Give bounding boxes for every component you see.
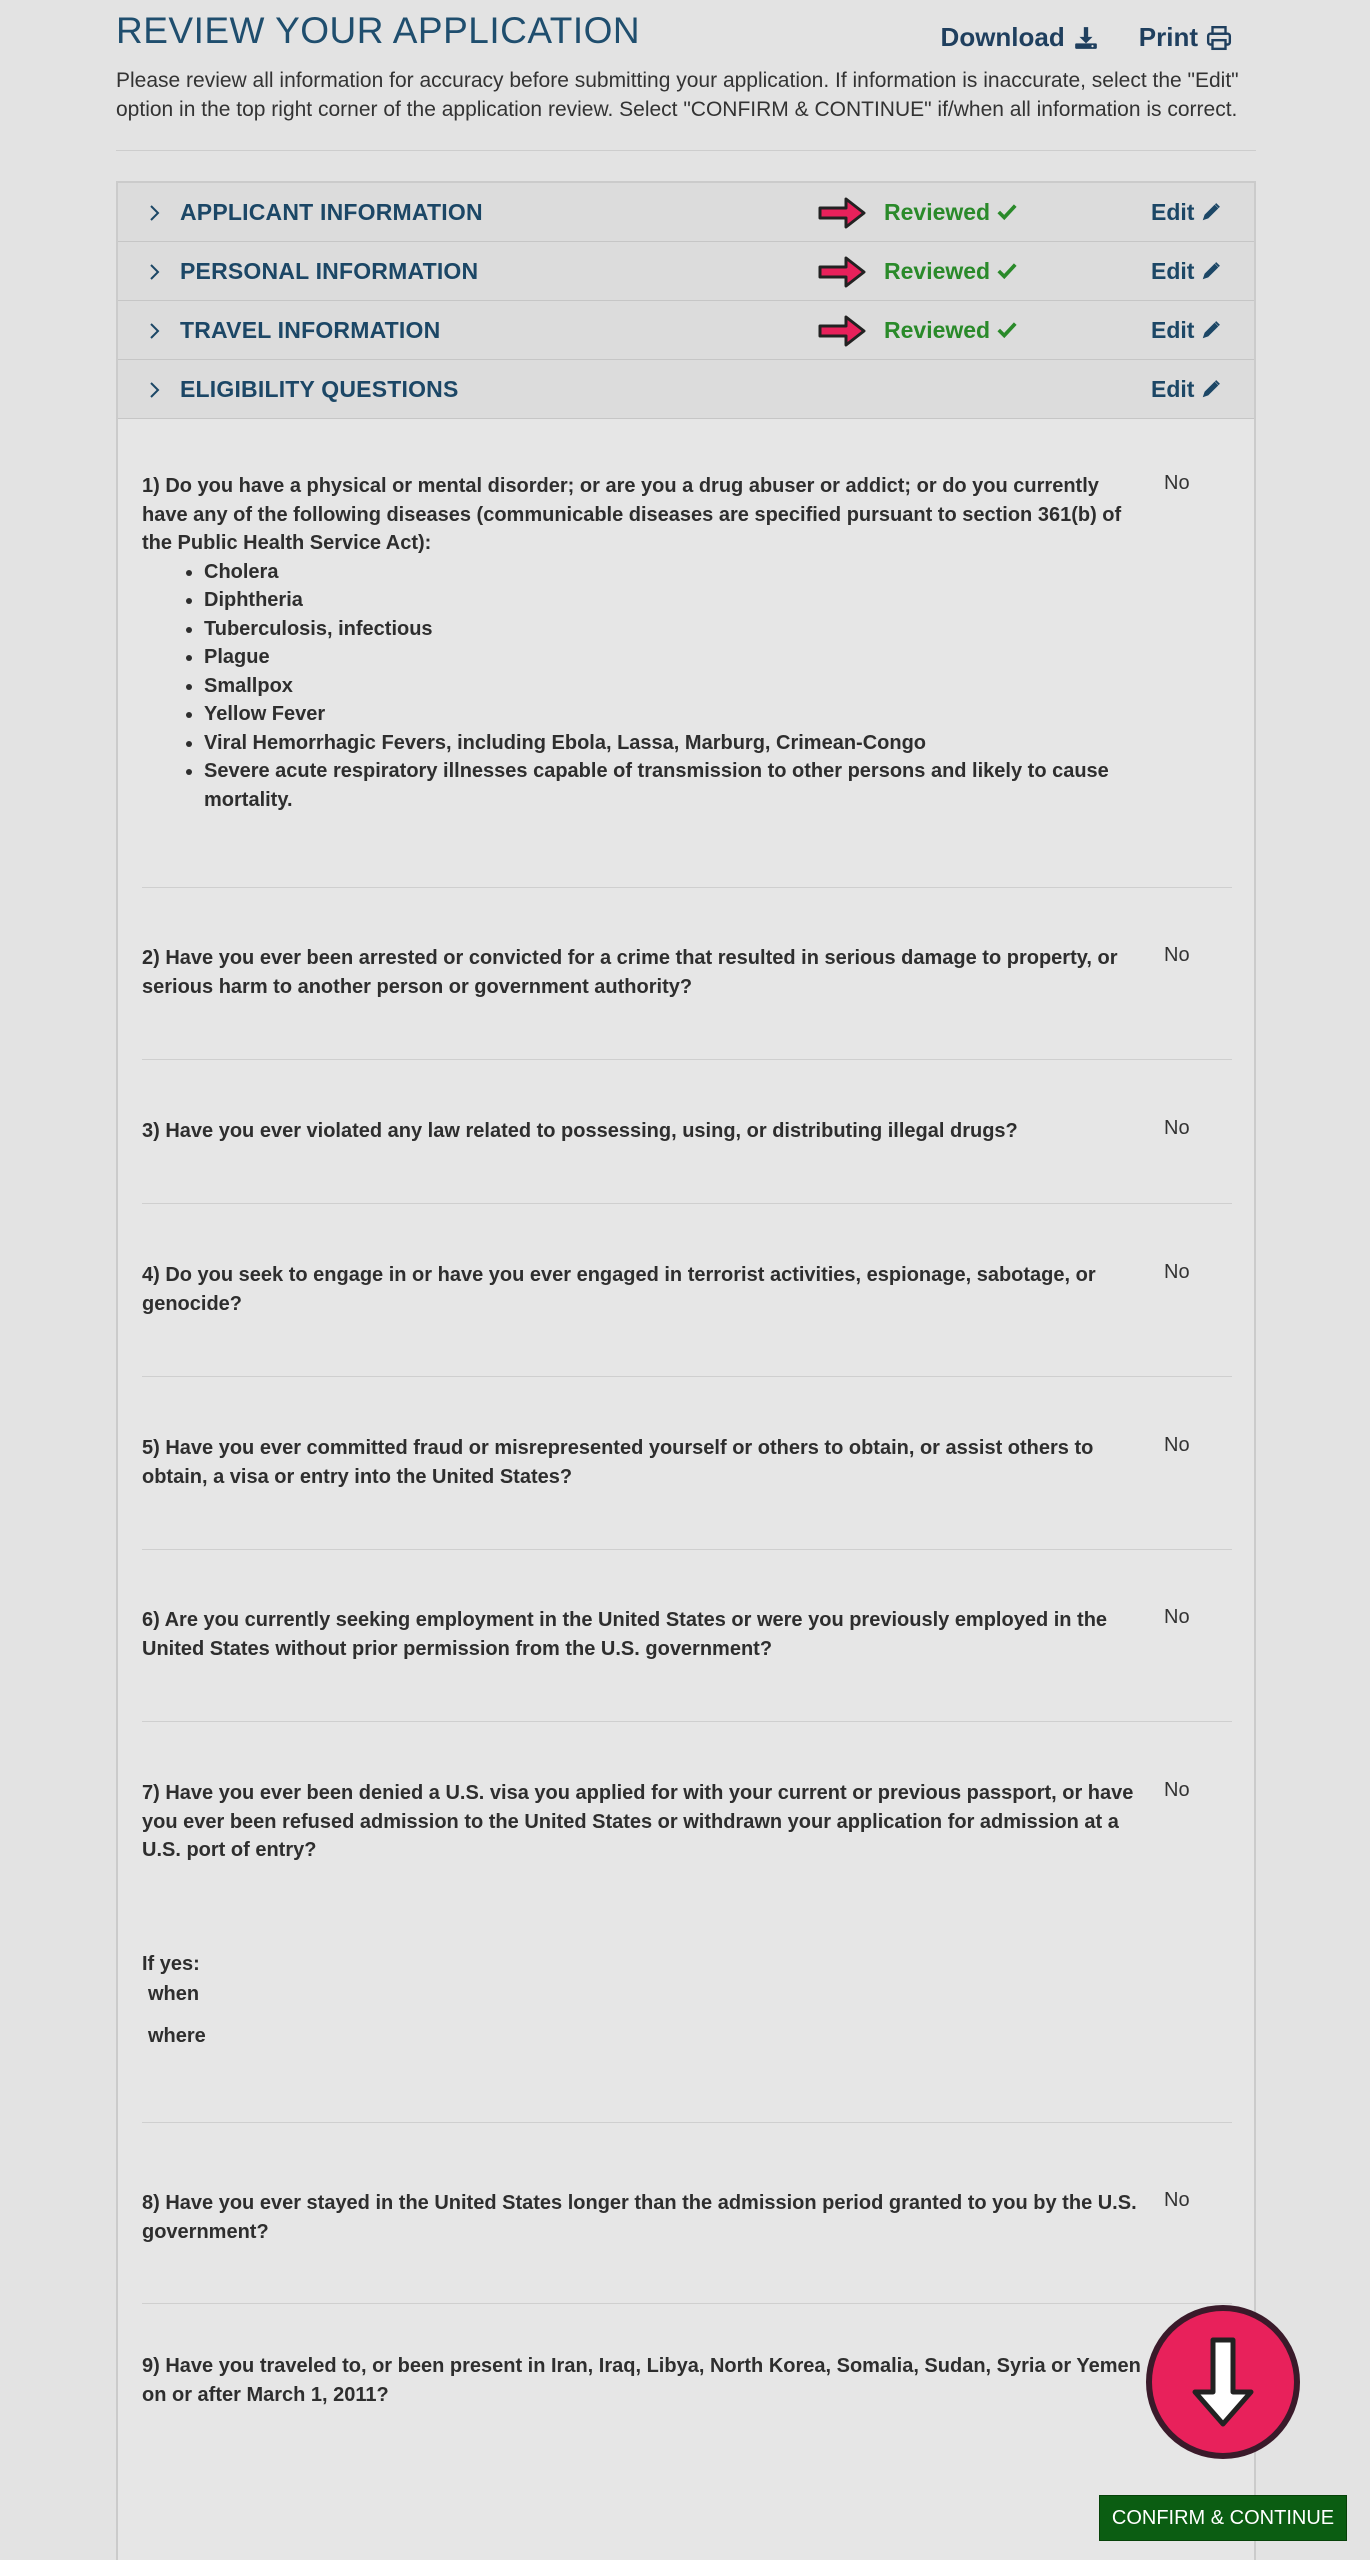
page-title: REVIEW YOUR APPLICATION	[116, 10, 641, 51]
question-text: 2) Have you ever been arrested or convicted for a crime that resulted in serious damage to property, or serious harm to another person or government authority?	[142, 947, 1118, 998]
question-9	[142, 2342, 1232, 2432]
review-page	[116, 0, 1335, 2560]
question-text: 8) Have you ever stayed in the United States longer than the admission period granted to you by the U.S. government?	[142, 2192, 1137, 2243]
chevron-right-icon	[148, 380, 162, 400]
download-label: Download	[940, 22, 1065, 52]
disease-item: • Severe acute respiratory illnesses capable of transmission to other persons and likely to cause mortality.	[204, 757, 1142, 814]
question-6	[142, 1596, 1232, 1722]
page-header	[116, 0, 1256, 150]
edit-personal-information[interactable]: Edit	[1151, 258, 1222, 285]
if-yes-details	[142, 1949, 206, 2051]
question-text: 4) Do you seek to engage in or have you ever engaged in terrorist activities, espionage, sabotage, or genocide?	[142, 1264, 1096, 1315]
section-label: PERSONAL INFORMATION	[180, 257, 479, 284]
question-answer: No	[1164, 944, 1190, 966]
question-answer: No	[1164, 1434, 1190, 1456]
chevron-right-icon	[148, 262, 162, 282]
chevron-right-icon	[148, 321, 162, 341]
when-label: when	[148, 1983, 200, 2005]
section-travel-information[interactable]	[118, 301, 1254, 360]
section-label: APPLICANT INFORMATION	[180, 198, 483, 225]
edit-eligibility-questions[interactable]: Edit	[1151, 376, 1222, 403]
download-link[interactable]	[941, 22, 1099, 53]
question-text: 7) Have you ever been denied a U.S. visa you applied for with your current or previous passport, or have you ever been refused admission to the United States or withdrawn your application for admission at a U.S. port of entry?	[142, 1782, 1134, 1861]
intro-text: Please review all information for accuracy before submitting your application. If information is inaccurate, select the "Edit" option in the top right corner of the application review. Select "CONFIRM & CONTINUE" if/when all information is correct.	[116, 69, 1239, 121]
disease-item: • Viral Hemorrhagic Fevers, including Ebola, Lassa, Marburg, Crimean-Congo	[204, 729, 1142, 758]
review-panel	[116, 181, 1256, 2560]
reviewed-status: Reviewed	[884, 258, 1018, 285]
disease-list	[204, 558, 1142, 815]
disease-item: • Cholera	[204, 558, 1142, 587]
question-text: 5) Have you ever committed fraud or misrepresented yourself or others to obtain, or assist others to obtain, a visa or entry into the United States?	[142, 1437, 1094, 1488]
disease-item: • Tuberculosis, infectious	[204, 615, 1142, 644]
question-text: 9) Have you traveled to, or been present in Iran, Iraq, Libya, North Korea, Somalia, Sudan, Syria or Yemen on or after March 1, 2011?	[142, 2355, 1141, 2406]
question-4	[142, 1251, 1232, 1377]
question-answer: No	[1164, 472, 1190, 494]
header-divider	[116, 150, 1256, 151]
scroll-down-button[interactable]	[1146, 2305, 1300, 2459]
question-text: 3) Have you ever violated any law related to possessing, using, or distributing illegal drugs?	[142, 1120, 1018, 1142]
question-text: 6) Are you currently seeking employment in the United States or were you previously employed in the United States without prior permission from the U.S. government?	[142, 1609, 1108, 1660]
question-answer: No	[1164, 2189, 1190, 2211]
disease-item: • Plague	[204, 643, 1142, 672]
chevron-right-icon	[148, 203, 162, 223]
question-1	[142, 462, 1232, 888]
question-answer: No	[1164, 1117, 1190, 1139]
section-label: ELIGIBILITY QUESTIONS	[180, 375, 459, 402]
pencil-icon	[1200, 378, 1222, 400]
question-3	[142, 1107, 1232, 1204]
reviewed-status: Reviewed	[884, 199, 1018, 226]
down-arrow-icon	[1183, 2334, 1263, 2430]
right-arrow-icon	[816, 254, 868, 290]
print-label: Print	[1138, 22, 1198, 52]
disease-item: • Diphtheria	[204, 586, 1142, 615]
check-icon	[996, 319, 1018, 341]
pencil-icon	[1200, 319, 1222, 341]
question-answer: No	[1164, 1779, 1190, 1801]
question-answer: No	[1164, 1606, 1190, 1628]
header-actions	[941, 22, 1232, 53]
pencil-icon	[1200, 201, 1222, 223]
right-arrow-icon	[816, 313, 868, 349]
question-text: 1) Do you have a physical or mental disorder; or are you a drug abuser or addict; or do you currently have any of the following diseases (communicable diseases are specified pursuant to section 361(b) of the Public Health Service Act): • Cholera • Diphtheria • Tuberculosis, infectious • Plague • Smallpox • Yellow Fever • Viral Hemorrhagic Fevers, including Ebola, Lassa, Marburg, Crimean-Congo • Severe acute respiratory illnesses capable of transmission to other persons and likely to cause mortality.	[142, 472, 1142, 814]
right-arrow-icon	[816, 195, 868, 231]
check-icon	[996, 260, 1018, 282]
question-7	[142, 1769, 1232, 2123]
disease-item: • Smallpox	[204, 672, 1142, 701]
check-icon	[996, 201, 1018, 223]
section-eligibility-questions[interactable]	[118, 360, 1254, 419]
printer-icon	[1206, 25, 1232, 51]
question-2	[142, 934, 1232, 1060]
print-link[interactable]	[1139, 22, 1232, 53]
section-label: TRAVEL INFORMATION	[180, 316, 441, 343]
where-label: where	[148, 2025, 206, 2047]
section-applicant-information[interactable]	[118, 183, 1254, 242]
disease-item: • Yellow Fever	[204, 700, 1142, 729]
question-5	[142, 1424, 1232, 1550]
section-personal-information[interactable]	[118, 242, 1254, 301]
if-yes-label: If yes:	[142, 1953, 200, 1975]
confirm-continue-button[interactable]: CONFIRM & CONTINUE	[1099, 2495, 1347, 2541]
question-answer: No	[1164, 1261, 1190, 1283]
pencil-icon	[1200, 260, 1222, 282]
edit-applicant-information[interactable]: Edit	[1151, 199, 1222, 226]
reviewed-status: Reviewed	[884, 317, 1018, 344]
edit-travel-information[interactable]: Edit	[1151, 317, 1222, 344]
question-8	[142, 2179, 1232, 2304]
download-icon	[1073, 25, 1099, 51]
